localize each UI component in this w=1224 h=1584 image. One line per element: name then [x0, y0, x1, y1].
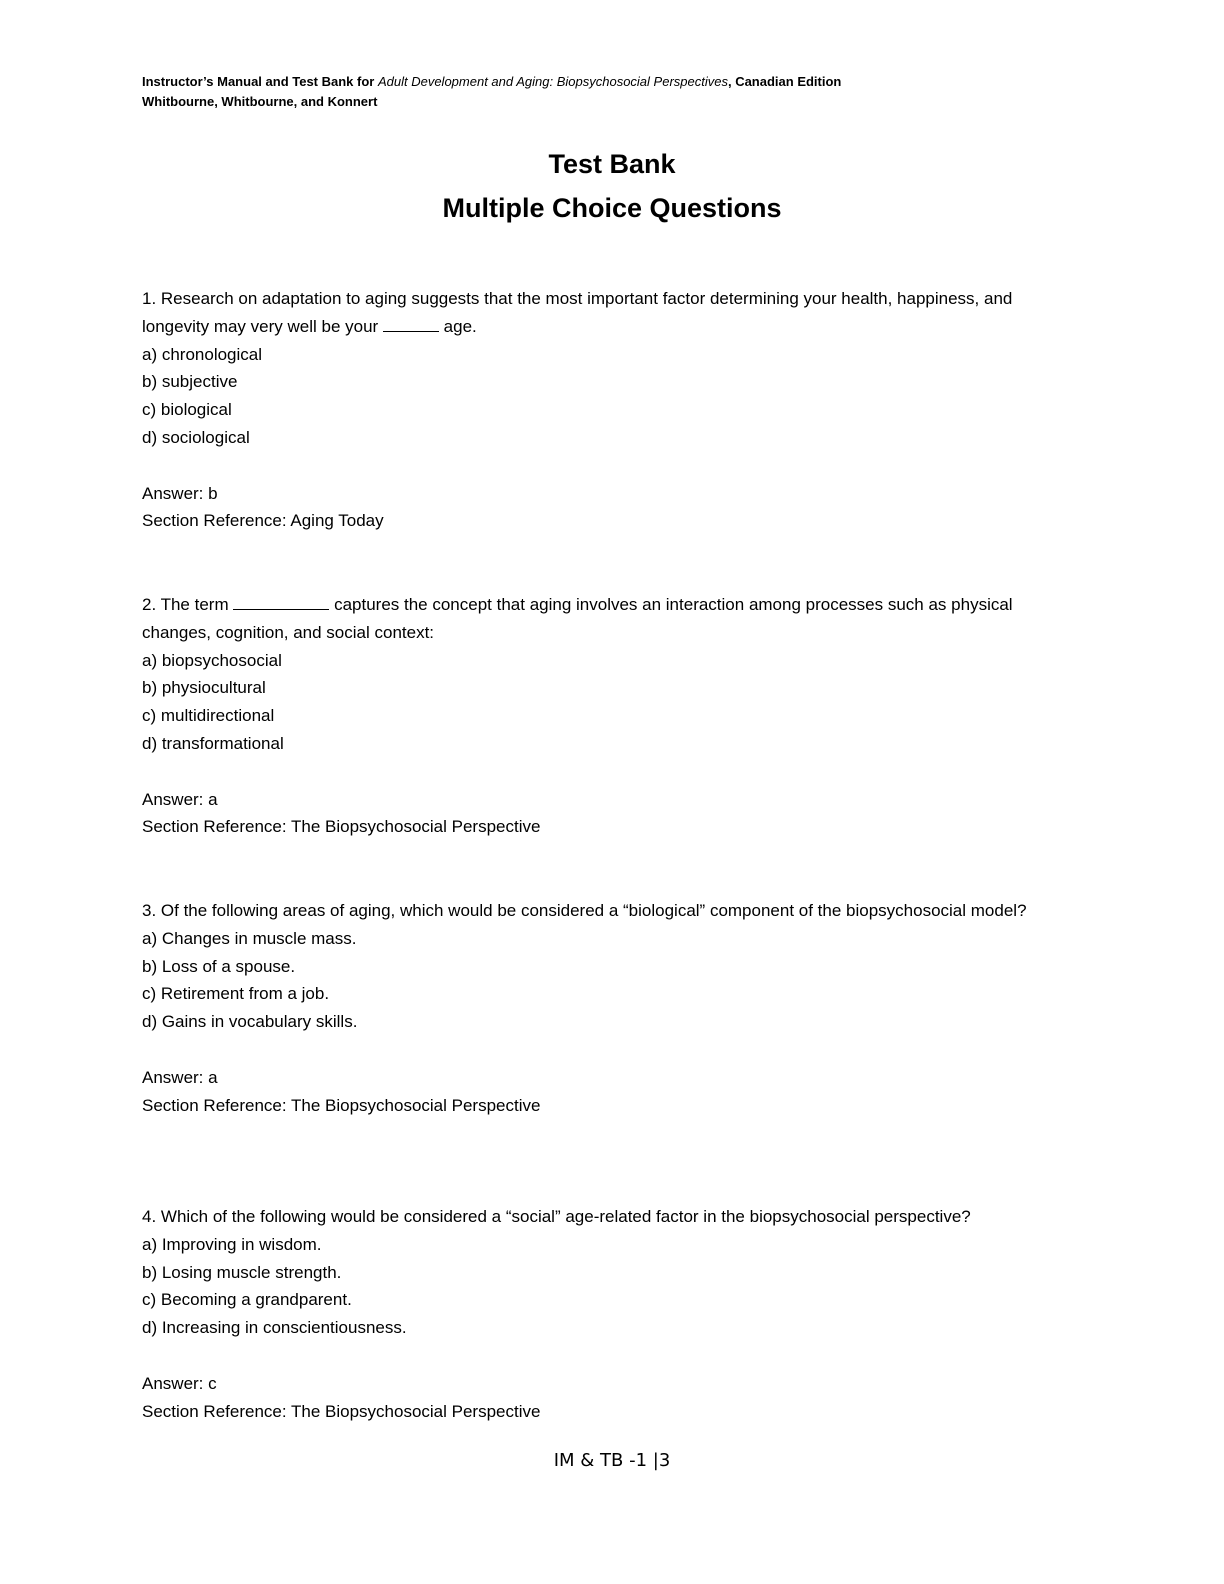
question-stem-end: age. — [438, 316, 477, 336]
question-stem — [142, 591, 1072, 647]
answer: Answer: a — [142, 1067, 218, 1087]
running-header — [142, 72, 841, 112]
option-a: a) Improving in wisdom. — [142, 1234, 322, 1254]
option-b: b) Losing muscle strength. — [142, 1262, 342, 1282]
option-b: b) Loss of a spouse. — [142, 956, 296, 976]
header-line-1 — [142, 72, 841, 92]
fill-in-blank — [383, 315, 439, 332]
option-c: c) biological — [142, 400, 232, 420]
option-b: b) physiocultural — [142, 678, 266, 698]
header-suffix: , Canadian Edition — [727, 74, 842, 89]
option-b: b) subjective — [142, 372, 238, 392]
answer: Answer: a — [142, 789, 218, 809]
question-stem — [142, 285, 1072, 341]
question-2 — [142, 591, 1072, 841]
option-c: c) Becoming a grandparent. — [142, 1290, 352, 1310]
option-a: a) chronological — [142, 344, 263, 364]
option-c: c) Retirement from a job. — [142, 984, 330, 1004]
fill-in-blank — [233, 593, 329, 610]
option-a: a) Changes in muscle mass. — [142, 928, 357, 948]
section-reference: Section Reference: The Biopsychosocial Perspective — [142, 1095, 541, 1115]
page-footer: IM & TB -1 |3 — [553, 1450, 671, 1471]
option-d: d) Gains in vocabulary skills. — [142, 1012, 358, 1032]
question-stem: 4. Which of the following would be considered a “social” age-related factor in the biopsychosocial perspective? — [142, 1207, 971, 1226]
question-stem-end: captures the concept that aging involves an interaction among processes such as physical changes, cognition, and social context: — [142, 595, 1013, 642]
option-d: d) Increasing in conscientiousness. — [142, 1318, 407, 1338]
question-stem: 3. Of the following areas of aging, which would be considered a “biological” component of the biopsychosocial model? — [142, 901, 1027, 920]
section-reference: Section Reference: The Biopsychosocial Perspective — [142, 1401, 541, 1421]
answer: Answer: b — [142, 483, 218, 503]
page-subtitle: Multiple Choice Questions — [442, 193, 782, 223]
section-reference: Section Reference: Aging Today — [142, 511, 384, 531]
option-c: c) multidirectional — [142, 706, 275, 726]
section-reference: Section Reference: The Biopsychosocial Perspective — [142, 817, 541, 837]
header-authors: Whitbourne, Whitbourne, and Konnert — [142, 94, 378, 109]
question-1 — [142, 285, 1072, 535]
question-4 — [142, 1203, 1072, 1425]
question-stem-start: 1. Research on adaptation to aging suggests that the most important factor determining your health, happiness, and longevity may very well be your — [142, 289, 1013, 336]
question-3 — [142, 897, 1072, 1119]
header-prefix: Instructor’s Manual and Test Bank for — [142, 74, 378, 89]
question-stem-start: 2. The term — [142, 595, 234, 614]
option-d: d) transformational — [142, 733, 284, 753]
option-d: d) sociological — [142, 427, 250, 447]
page-title: Test Bank — [548, 149, 676, 179]
answer: Answer: c — [142, 1373, 217, 1393]
book-title: Adult Development and Aging: Biopsychosocial Perspectives — [377, 74, 728, 89]
option-a: a) biopsychosocial — [142, 650, 282, 670]
